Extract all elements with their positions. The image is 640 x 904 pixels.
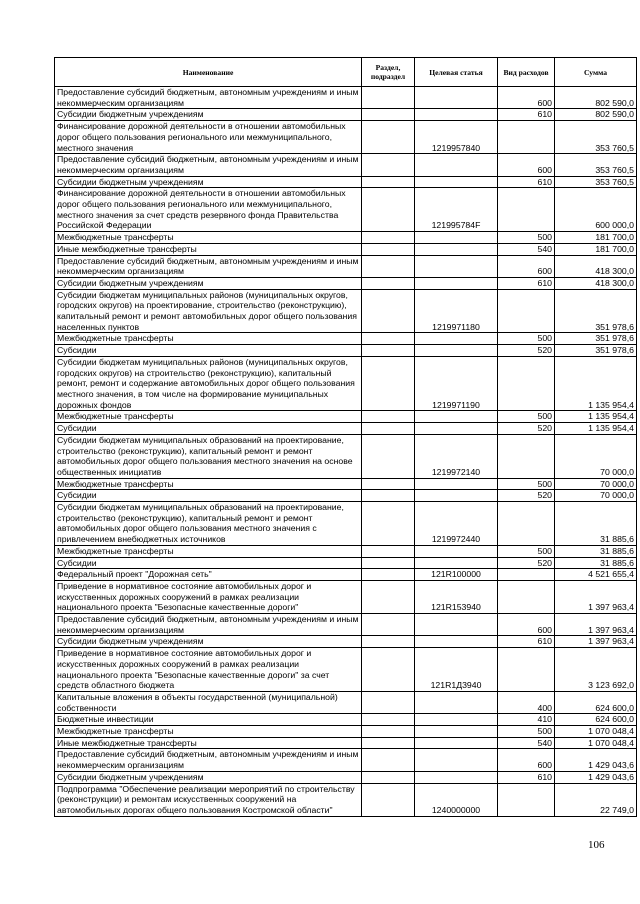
cell-name: Субсидии бюджетам муниципальных образований на проектирование, строительство (реконструкцию), капитальный ремонт и ремонт автомобильных дорог общего пользования местного значения на основе общественных инициатив [55, 434, 362, 478]
cell-section [362, 411, 415, 423]
table-row [55, 176, 637, 188]
table-row [55, 545, 637, 557]
cell-target [415, 737, 498, 749]
cell-target [415, 545, 498, 557]
cell-name: Субсидии бюджетным учреждениям [55, 771, 362, 783]
cell-target [415, 478, 498, 490]
cell-name: Финансирование дорожной деятельности в отношении автомобильных дорог общего пользования регионального или межмуниципального, местного значения за счет средств резервного фонда Правительства Российской Федерации [55, 188, 362, 232]
cell-target: 1240000000 [415, 783, 498, 816]
cell-sum: 1 135 954,4 [555, 356, 637, 411]
cell-name: Субсидии [55, 557, 362, 569]
table-row [55, 648, 637, 692]
cell-sum: 1 429 043,6 [555, 771, 637, 783]
table-row [55, 232, 637, 244]
table-row [55, 434, 637, 478]
cell-section [362, 345, 415, 357]
cell-kind: 610 [498, 277, 555, 289]
cell-section [362, 771, 415, 783]
cell-kind [498, 121, 555, 154]
table-body [55, 87, 637, 817]
cell-section [362, 277, 415, 289]
table-row [55, 411, 637, 423]
table-row [55, 423, 637, 435]
cell-name: Субсидии бюджетным учреждениям [55, 277, 362, 289]
cell-kind: 500 [498, 232, 555, 244]
cell-target: 1219972440 [415, 502, 498, 546]
table-row [55, 188, 637, 232]
cell-target [415, 232, 498, 244]
cell-sum: 4 521 655,4 [555, 569, 637, 581]
cell-section [362, 737, 415, 749]
cell-target [415, 749, 498, 771]
cell-sum: 351 978,6 [555, 345, 637, 357]
cell-section [362, 121, 415, 154]
cell-kind: 500 [498, 726, 555, 738]
cell-target: 1219971190 [415, 356, 498, 411]
cell-sum: 1 397 963,4 [555, 580, 637, 613]
cell-target: 121R153940 [415, 580, 498, 613]
cell-target: 1219972140 [415, 434, 498, 478]
cell-section [362, 109, 415, 121]
cell-sum: 353 760,5 [555, 176, 637, 188]
cell-kind [498, 356, 555, 411]
cell-sum: 31 885,6 [555, 502, 637, 546]
cell-target [415, 411, 498, 423]
table-row [55, 345, 637, 357]
cell-name: Предоставление субсидий бюджетным, автономным учреждениям и иным некоммерческим организациям [55, 87, 362, 109]
cell-name: Приведение в нормативное состояние автомобильных дорог и искусственных дорожных сооружений в рамках реализации национального проекта "Безопасные качественные дороги" [55, 580, 362, 613]
cell-section [362, 333, 415, 345]
cell-section [362, 232, 415, 244]
table-row [55, 87, 637, 109]
cell-name: Подпрограмма "Обеспечение реализации мероприятий по строительству (реконструкции) и ремонтам искусственных сооружений на автомобильных дорогах общего пользования Костромской области" [55, 783, 362, 816]
cell-name: Федеральный проект "Дорожная сеть" [55, 569, 362, 581]
cell-name: Приведение в нормативное состояние автомобильных дорог и искусственных дорожных сооружений в рамках реализации национального проекта "Безопасные качественные дороги" за счет средств областного бюджета [55, 648, 362, 692]
table-row [55, 749, 637, 771]
cell-name: Субсидии бюджетным учреждениям [55, 176, 362, 188]
table-row [55, 333, 637, 345]
cell-section [362, 423, 415, 435]
cell-sum: 70 000,0 [555, 490, 637, 502]
cell-name: Субсидии [55, 423, 362, 435]
table-row [55, 121, 637, 154]
cell-target: 1219957840 [415, 121, 498, 154]
cell-section [362, 356, 415, 411]
cell-name: Межбюджетные трансферты [55, 545, 362, 557]
cell-kind: 520 [498, 345, 555, 357]
table-row [55, 243, 637, 255]
table-row [55, 691, 637, 713]
cell-target [415, 87, 498, 109]
cell-target [415, 636, 498, 648]
cell-name: Предоставление субсидий бюджетным, автономным учреждениям и иным некоммерческим организациям [55, 154, 362, 176]
cell-target [415, 277, 498, 289]
cell-kind [498, 188, 555, 232]
cell-section [362, 154, 415, 176]
table-row [55, 289, 637, 333]
table-row [55, 614, 637, 636]
cell-section [362, 188, 415, 232]
cell-target [415, 345, 498, 357]
cell-kind: 500 [498, 411, 555, 423]
cell-sum: 624 600,0 [555, 714, 637, 726]
cell-section [362, 648, 415, 692]
table-row [55, 502, 637, 546]
cell-section [362, 614, 415, 636]
cell-target [415, 154, 498, 176]
table-row [55, 154, 637, 176]
cell-name: Межбюджетные трансферты [55, 411, 362, 423]
cell-kind: 500 [498, 545, 555, 557]
cell-kind [498, 783, 555, 816]
cell-kind: 610 [498, 176, 555, 188]
table-row [55, 478, 637, 490]
cell-sum: 1 070 048,4 [555, 726, 637, 738]
cell-section [362, 557, 415, 569]
table-row [55, 557, 637, 569]
cell-section [362, 749, 415, 771]
cell-target [415, 691, 498, 713]
cell-section [362, 255, 415, 277]
cell-name: Субсидии бюджетам муниципальных районов (муниципальных округов, городских округов) на строительство (реконструкцию), капитальный ремонт, ремонт и содержание автомобильных дорог общего пользования местного значения, в том числе на формирование муниципальных дорожных фондов [55, 356, 362, 411]
cell-sum: 351 978,6 [555, 333, 637, 345]
cell-kind [498, 434, 555, 478]
cell-kind: 410 [498, 714, 555, 726]
cell-sum: 31 885,6 [555, 545, 637, 557]
cell-kind [498, 648, 555, 692]
table-row [55, 783, 637, 816]
cell-sum: 353 760,5 [555, 121, 637, 154]
cell-name: Субсидии бюджетам муниципальных районов (муниципальных округов, городских округов) на проектирование, строительство (реконструкцию), капитальный ремонт и ремонт автомобильных дорог общего пользования населенных пунктов [55, 289, 362, 333]
header-sum: Сумма [555, 58, 637, 87]
cell-kind: 500 [498, 478, 555, 490]
page-number: 106 [588, 839, 605, 851]
cell-section [362, 243, 415, 255]
cell-name: Предоставление субсидий бюджетным, автономным учреждениям и иным некоммерческим организациям [55, 614, 362, 636]
table-row [55, 490, 637, 502]
cell-kind: 600 [498, 154, 555, 176]
cell-section [362, 176, 415, 188]
table-row [55, 580, 637, 613]
cell-sum: 353 760,5 [555, 154, 637, 176]
cell-sum: 70 000,0 [555, 478, 637, 490]
header-kind: Вид расходов [498, 58, 555, 87]
cell-section [362, 569, 415, 581]
cell-name: Субсидии бюджетам муниципальных образований на проектирование, строительство (реконструкцию), капитальный ремонт и ремонт автомобильных дорог общего пользования местного значения с привлечением внебюджетных источников [55, 502, 362, 546]
cell-section [362, 502, 415, 546]
cell-target [415, 109, 498, 121]
budget-table [54, 57, 637, 817]
header-name: Наименование [55, 58, 362, 87]
cell-name: Иные межбюджетные трансферты [55, 737, 362, 749]
cell-section [362, 691, 415, 713]
cell-kind [498, 502, 555, 546]
cell-name: Межбюджетные трансферты [55, 726, 362, 738]
cell-name: Межбюджетные трансферты [55, 333, 362, 345]
cell-kind: 610 [498, 636, 555, 648]
cell-kind: 610 [498, 109, 555, 121]
cell-sum: 1 429 043,6 [555, 749, 637, 771]
cell-name: Субсидии бюджетным учреждениям [55, 636, 362, 648]
cell-kind: 520 [498, 490, 555, 502]
cell-kind: 600 [498, 749, 555, 771]
cell-target [415, 255, 498, 277]
header-target: Целевая статья [415, 58, 498, 87]
cell-target: 121R100000 [415, 569, 498, 581]
cell-target [415, 557, 498, 569]
cell-target: 121R1Д3940 [415, 648, 498, 692]
cell-name: Иные межбюджетные трансферты [55, 243, 362, 255]
table-row [55, 109, 637, 121]
cell-sum: 418 300,0 [555, 277, 637, 289]
cell-kind: 500 [498, 333, 555, 345]
cell-name: Субсидии бюджетным учреждениям [55, 109, 362, 121]
cell-section [362, 478, 415, 490]
cell-section [362, 580, 415, 613]
cell-kind: 400 [498, 691, 555, 713]
cell-target [415, 726, 498, 738]
cell-section [362, 87, 415, 109]
cell-name: Предоставление субсидий бюджетным, автономным учреждениям и иным некоммерческим организациям [55, 749, 362, 771]
cell-target [415, 771, 498, 783]
cell-name: Межбюджетные трансферты [55, 478, 362, 490]
cell-sum: 351 978,6 [555, 289, 637, 333]
cell-target [415, 714, 498, 726]
cell-kind: 600 [498, 614, 555, 636]
cell-name: Субсидии [55, 490, 362, 502]
cell-name: Субсидии [55, 345, 362, 357]
cell-sum: 418 300,0 [555, 255, 637, 277]
cell-kind [498, 289, 555, 333]
cell-section [362, 714, 415, 726]
cell-target: 1219971180 [415, 289, 498, 333]
cell-name: Капитальные вложения в объекты государственной (муниципальной) собственности [55, 691, 362, 713]
cell-sum: 802 590,0 [555, 109, 637, 121]
cell-name: Межбюджетные трансферты [55, 232, 362, 244]
cell-sum: 1 070 048,4 [555, 737, 637, 749]
cell-name: Бюджетные инвестиции [55, 714, 362, 726]
cell-section [362, 289, 415, 333]
cell-sum: 70 000,0 [555, 434, 637, 478]
cell-sum: 181 700,0 [555, 232, 637, 244]
cell-section [362, 490, 415, 502]
cell-target [415, 490, 498, 502]
cell-name: Финансирование дорожной деятельности в отношении автомобильных дорог общего пользования регионального или межмуниципального, местного значения [55, 121, 362, 154]
cell-sum: 1 397 963,4 [555, 614, 637, 636]
cell-target: 121995784F [415, 188, 498, 232]
cell-kind: 600 [498, 87, 555, 109]
cell-section [362, 434, 415, 478]
cell-target [415, 176, 498, 188]
table-row [55, 726, 637, 738]
cell-kind: 540 [498, 737, 555, 749]
cell-target [415, 614, 498, 636]
cell-sum: 1 135 954,4 [555, 423, 637, 435]
cell-kind: 600 [498, 255, 555, 277]
cell-sum: 31 885,6 [555, 557, 637, 569]
table-row [55, 636, 637, 648]
cell-target [415, 333, 498, 345]
table-row [55, 569, 637, 581]
table-header-row [55, 58, 637, 87]
cell-target [415, 423, 498, 435]
table-row [55, 277, 637, 289]
cell-sum: 1 135 954,4 [555, 411, 637, 423]
table-row [55, 356, 637, 411]
cell-kind [498, 580, 555, 613]
cell-name: Предоставление субсидий бюджетным, автономным учреждениям и иным некоммерческим организациям [55, 255, 362, 277]
cell-kind [498, 569, 555, 581]
cell-kind: 520 [498, 557, 555, 569]
cell-sum: 1 397 963,4 [555, 636, 637, 648]
cell-section [362, 726, 415, 738]
cell-section [362, 636, 415, 648]
table-row [55, 255, 637, 277]
table-row [55, 737, 637, 749]
cell-kind: 610 [498, 771, 555, 783]
cell-sum: 22 749,0 [555, 783, 637, 816]
cell-section [362, 783, 415, 816]
cell-sum: 802 590,0 [555, 87, 637, 109]
cell-kind: 540 [498, 243, 555, 255]
table-row [55, 714, 637, 726]
cell-sum: 624 600,0 [555, 691, 637, 713]
header-section: Раздел, подраздел [362, 58, 415, 87]
cell-sum: 181 700,0 [555, 243, 637, 255]
table-row [55, 771, 637, 783]
cell-section [362, 545, 415, 557]
cell-sum: 600 000,0 [555, 188, 637, 232]
cell-target [415, 243, 498, 255]
cell-kind: 520 [498, 423, 555, 435]
cell-sum: 3 123 692,0 [555, 648, 637, 692]
